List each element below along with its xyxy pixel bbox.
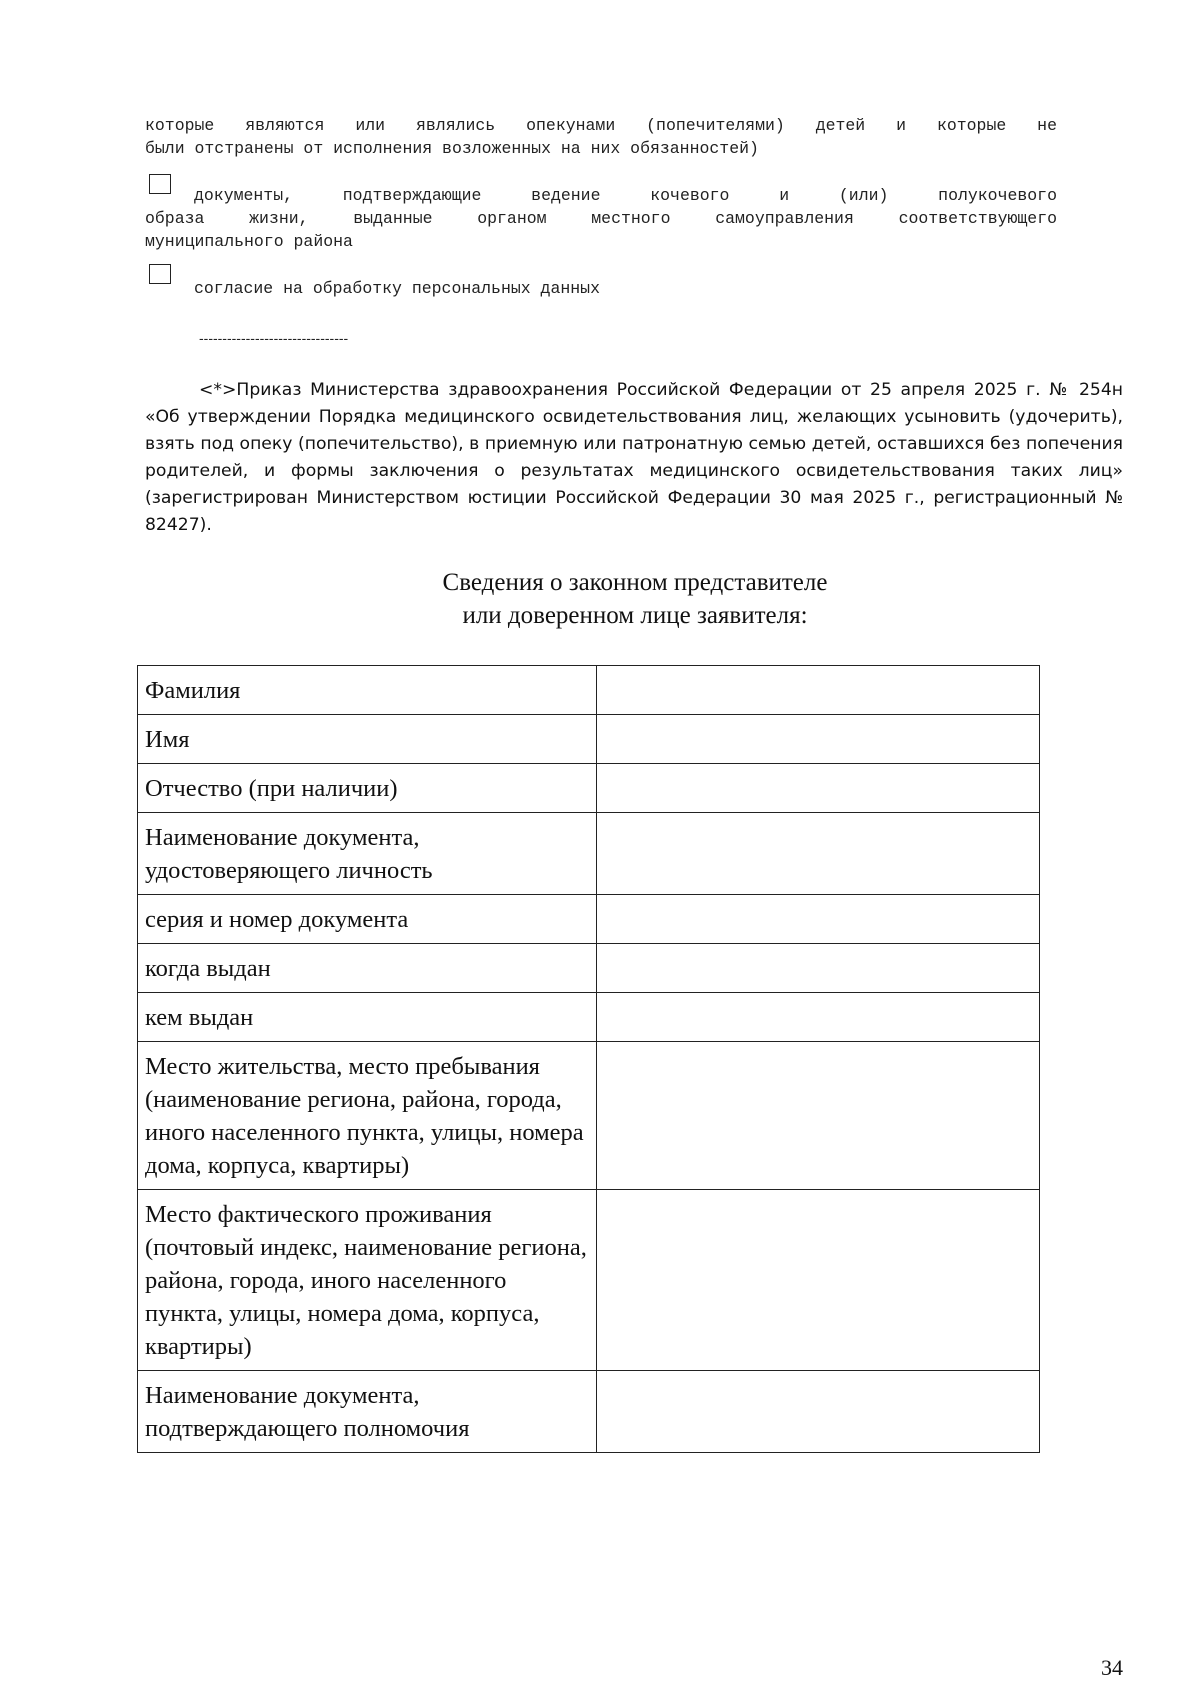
id-document-field[interactable] — [597, 813, 1040, 895]
table-row — [138, 993, 1040, 1042]
surname-field[interactable] — [597, 666, 1040, 715]
name-field[interactable] — [597, 715, 1040, 764]
document-number-field[interactable] — [597, 895, 1040, 944]
row-label-residence: Место жительства, место пребывания (наименование региона, района, города, иного населенного пункта, улицы, номера дома, корпуса, квартиры) — [138, 1042, 597, 1190]
issue-date-field[interactable] — [597, 944, 1040, 993]
personal-data-consent-checkbox[interactable] — [149, 264, 171, 284]
table-row — [138, 666, 1040, 715]
row-label-issue-date: когда выдан — [138, 944, 597, 993]
row-label-authority-document: Наименование документа, подтверждающего полномочия — [138, 1371, 597, 1453]
section-title-line-2: или доверенном лице заявителя: — [462, 602, 808, 629]
actual-residence-field[interactable] — [597, 1190, 1040, 1371]
section-title-line-1: Сведения о законном представителе — [442, 569, 828, 596]
continuation-paragraph — [145, 114, 1057, 160]
patronymic-field[interactable] — [597, 764, 1040, 813]
continuation-line-1: которые являются или являлись опекунами (попечителями) детей и которые не — [145, 116, 1057, 135]
table-row — [138, 764, 1040, 813]
checklist-item-1-line-1: документы, подтверждающие ведение кочевого и (или) полукочевого — [194, 186, 1057, 205]
row-label-patronymic: Отчество (при наличии) — [138, 764, 597, 813]
row-label-id-document: Наименование документа, удостоверяющего личность — [138, 813, 597, 895]
footnote-separator: -------------------------------- — [199, 330, 349, 346]
table-row — [138, 944, 1040, 993]
continuation-line-2: были отстранены от исполнения возложенных на них обязанностей) — [145, 139, 759, 158]
row-label-name: Имя — [138, 715, 597, 764]
row-label-surname: Фамилия — [138, 666, 597, 715]
table-row — [138, 1190, 1040, 1371]
checklist-item-1-line-3: муниципального района — [145, 232, 353, 251]
section-title — [0, 566, 1200, 632]
checklist-item-1-line-2: образа жизни, выданные органом местного самоуправления соответствующего — [145, 209, 1057, 228]
page-number: 34 — [1101, 1655, 1123, 1680]
row-label-actual-residence: Место фактического проживания (почтовый индекс, наименование региона, района, города, иного населенного пункта, улицы, номера дома, корпуса, квартиры) — [138, 1190, 597, 1371]
representative-info-table — [137, 665, 1040, 1453]
personal-data-consent-text: согласие на обработку персональных данных — [194, 279, 600, 298]
table-row — [138, 715, 1040, 764]
row-label-document-number: серия и номер документа — [138, 895, 597, 944]
authority-document-field[interactable] — [597, 1371, 1040, 1453]
row-label-issued-by: кем выдан — [138, 993, 597, 1042]
residence-field[interactable] — [597, 1042, 1040, 1190]
table-row — [138, 1371, 1040, 1453]
nomadic-documents-text — [145, 184, 1057, 253]
issued-by-field[interactable] — [597, 993, 1040, 1042]
table-row — [138, 895, 1040, 944]
table-row — [138, 813, 1040, 895]
footnote-text: <*>Приказ Министерства здравоохранения Российской Федерации от 25 апреля 2025 г. № 254н «Об утверждении Порядка медицинского освидетельствования лиц, желающих усыновить (удочерить), взять под опеку (попечительство), в приемную или патронатную семью детей, оставшихся без попечения родителей, и формы заключения о результатах медицинского освидетельствования таких лиц» (зарегистрирован Министерством юстиции Российской Федерации 30 мая 2025 г., регистрационный № 82427). — [145, 380, 1123, 535]
table-row — [138, 1042, 1040, 1190]
